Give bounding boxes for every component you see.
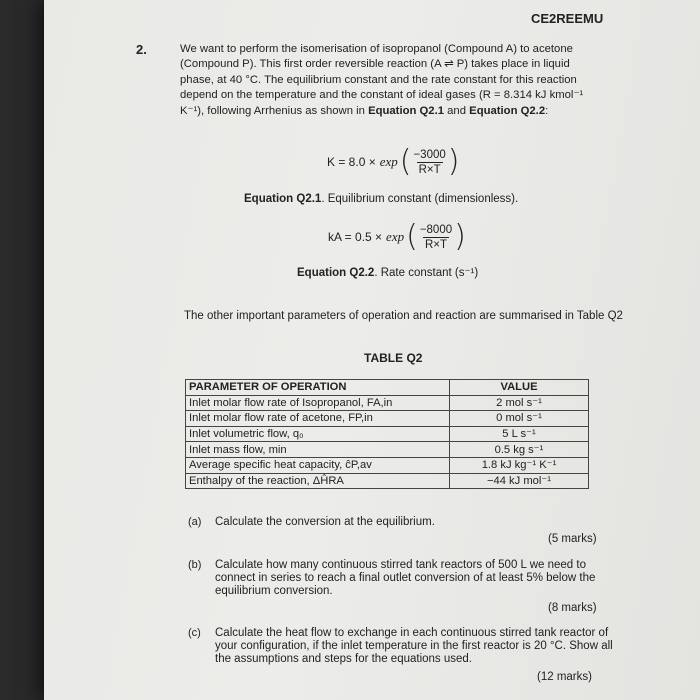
eq1-open-paren: ( (399, 144, 412, 179)
part-a-text: Calculate the conversion at the equilibrium. (215, 516, 435, 528)
eq2-numerator: −8000 (419, 223, 453, 236)
eq2-open-paren: ( (406, 219, 418, 254)
part-c-text: Calculate the heat flow to exchange in each continuous stirred tank reactor of your configuration, if the inlet temperature in the first reactor is 20 °C. Show all the assumptions and steps for the equations used. (215, 627, 613, 665)
eq1-numerator: −3000 (413, 148, 446, 161)
table-title: TABLE Q2 (364, 351, 423, 365)
cap1-bold: Equation Q2.1 (244, 193, 322, 205)
question-intro (180, 42, 600, 119)
value-cell: −44 kJ mol⁻¹ (450, 473, 589, 489)
table-row (186, 442, 589, 458)
value-cell: 0 mol s⁻¹ (450, 411, 589, 427)
part-a-marks: (5 marks) (548, 533, 597, 545)
param-cell: Inlet volumetric flow, q₀ (186, 426, 450, 442)
question-number: 2. (136, 42, 147, 57)
eq2-fraction (418, 223, 454, 252)
eq1-denominator: R×T (418, 163, 441, 176)
param-cell: Inlet molar flow rate of acetone, FP,in (186, 411, 450, 427)
part-a-label: (a) (188, 516, 202, 528)
value-cell: 2 mol s⁻¹ (450, 395, 589, 411)
cap2-text: . Rate constant (s⁻¹) (374, 267, 479, 279)
table-header-row (186, 380, 589, 396)
param-cell: Average specific heat capacity, ĉP,av (186, 457, 450, 473)
value-cell: 5 L s⁻¹ (450, 426, 589, 442)
eq1-close-paren: ) (447, 144, 460, 179)
eq2-close-paren: ) (454, 219, 466, 254)
param-cell: Inlet molar flow rate of Isopropanol, FA,in (186, 395, 450, 411)
table-row (186, 411, 589, 427)
part-b-marks: (8 marks) (548, 602, 597, 614)
eq1-lhs: K = 8.0 × (327, 155, 376, 169)
header-value: VALUE (450, 380, 589, 396)
part-c-label: (c) (188, 627, 201, 639)
eq1-exp: exp (379, 154, 398, 169)
value-cell: 0.5 kg s⁻¹ (450, 442, 589, 458)
cap1-text: . Equilibrium constant (dimensionless). (321, 193, 519, 205)
intro-ref-eq2: Equation Q2.2 (469, 104, 546, 117)
header-parameter: PARAMETER OF OPERATION (186, 380, 450, 396)
eq2-lhs: kA = 0.5 × (328, 230, 383, 244)
eq2-exp: exp (386, 229, 405, 244)
eq1-fraction (411, 148, 447, 177)
intro-ref-eq1: Equation Q2.1 (368, 104, 445, 117)
cap2-bold: Equation Q2.2 (297, 267, 375, 279)
intro-end: : (545, 104, 549, 117)
intro-and: and (444, 104, 470, 117)
equation-q2-1-caption (244, 193, 518, 205)
equation-q2-2-caption (297, 265, 478, 279)
equation-q2-2 (328, 219, 466, 254)
table-row (186, 473, 589, 489)
param-cell: Inlet mass flow, min (186, 442, 450, 458)
document-code: CE2REEMU (531, 11, 604, 26)
parameters-table (185, 379, 589, 489)
table-row (186, 426, 589, 442)
summary-text: The other important parameters of operation and reaction are summarised in Table Q2 (184, 310, 623, 322)
exam-page (44, 0, 700, 700)
table-row (186, 395, 589, 411)
intro-text: We want to perform the isomerisation of isopropanol (Compound A) to acetone (Compound P). This first order reversible reaction (A ⇌ P) takes place in liquid phase, at 40 °C. The equilibrium constant and the rate constant for this reaction depend on the temperature and the constant of ideal gases (R = 8.314 kJ kmol⁻¹ K⁻¹), following Arrhenius as shown in (180, 43, 584, 117)
param-cell: Enthalpy of the reaction, ΔĤRA (186, 473, 450, 489)
equation-q2-1 (327, 144, 460, 179)
part-b-label: (b) (188, 559, 202, 571)
part-b-text: Calculate how many continuous stirred tank reactors of 500 L we need to connect in series to reach a final outlet conversion of at least 5% below the equilibrium conversion. (215, 559, 596, 597)
eq2-denominator: R×T (424, 238, 447, 251)
table-row (186, 457, 589, 473)
part-c-marks: (12 marks) (537, 671, 592, 683)
value-cell: 1.8 kJ kg⁻¹ K⁻¹ (450, 457, 589, 473)
